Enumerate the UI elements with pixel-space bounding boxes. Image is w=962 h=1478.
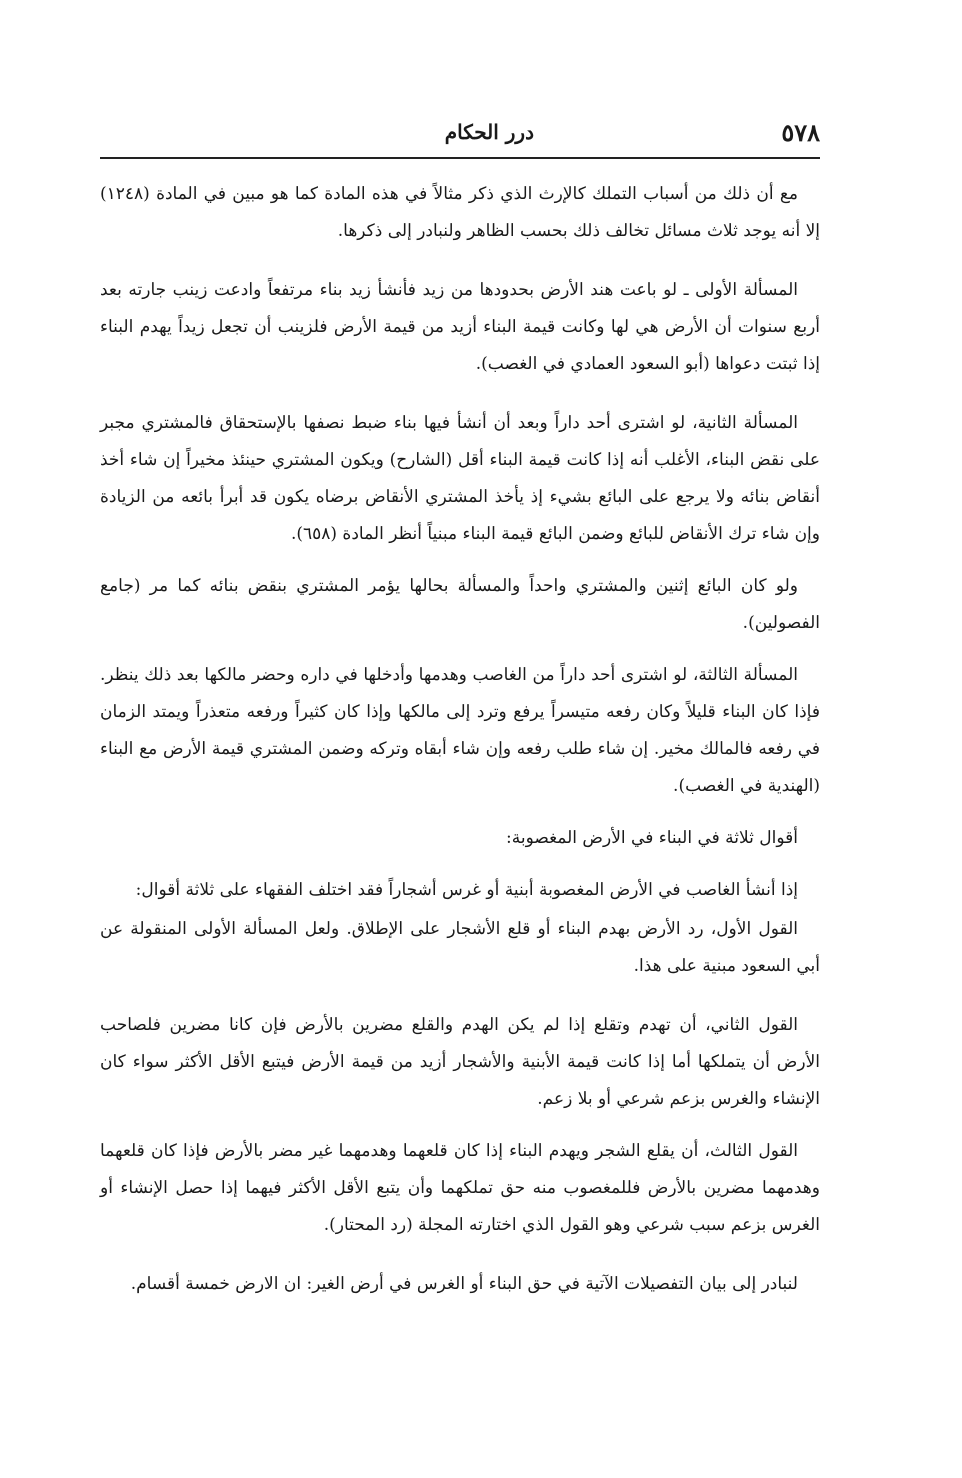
body-text [100, 176, 820, 1318]
paragraph-first-issue: المسألة الأولى ـ لو باعت هند الأرض بحدودها من زيد فأنشأ زيد بناء مرتفعاً وادعت زينب جارته بعد أربع سنوات أن الأرض هي لها وكانت قيمة البناء أزيد من قيمة الأرض فلزينب أن تجعل زيداً يهدم البناء إذا ثبتت دعواها (أبو السعود العمادي في الغصب). [100, 280, 820, 374]
paragraph-second-issue: المسألة الثانية، لو اشترى أحد داراً وبعد أن أنشأ فيها بناء ضبط نصفها بالإستحقاق فالمشتري مجبر على نقض البناء، الأغلب أنه إذا كانت قيمة البناء أقل (الشارح) ويكون المشتري حينئذ مخيراً إن شاء أخذ أنقاض بنائه ولا يرجع على البائع بشيء إذ يأخذ المشتري الأنقاض برضاه يكون قد أبرأ بائعه من الزيادة وإن شاء ترك الأنقاض للبائع وضمن البائع قيمة البناء مبنياً أنظر المادة (٦٥٨). [100, 413, 820, 544]
paragraph-details: لنبادر إلى بيان التفصيلات الآتية في حق البناء أو الغرس في أرض الغير: ان الارض خمسة أقسام. [130, 1274, 798, 1294]
book-page [100, 118, 820, 1458]
paragraph-two-sellers: ولو كان البائع إثنين والمشتري واحداً والمسألة بحالها يؤمر المشتري بنقض بنائه كما مر (جامع الفصولين). [100, 576, 820, 633]
running-title: درر الحكام [444, 120, 534, 144]
paragraph-second-opinion: القول الثاني، أن تهدم وتقلع إذا لم يكن الهدم والقلع مضرين بالأرض فإن كانا مضرين فلصاحب الأرض أن يتملكها أما إذا كانت قيمة الأبنية والأشجار أزيد من قيمة الأرض فيتبع الأقل الأكثر سواء كان الإنشاء والغرس بزعم شرعي أو بلا زعم. [100, 1015, 820, 1109]
paragraph-intro: مع أن ذلك من أسباب التملك كالإرث الذي ذكر مثالاً في هذه المادة كما هو مبين في المادة (١٢٤٨) إلا أنه يوجد ثلاث مسائل تخالف ذلك بحسب الظاهر ولنبادر إلى ذكرها. [100, 184, 820, 241]
page-number: ٥٧٨ [781, 118, 820, 147]
paragraph-third-issue: المسألة الثالثة، لو اشترى أحد داراً من الغاصب وهدمها وأدخلها في داره وحضر مالكها بعد ذلك ينظر. فإذا كان البناء قليلاً وكان رفعه متيسراً يرفع وترد إلى مالكها وإذا كان كثيراً ورفعه متعذراً ويمتد الزمان في رفعه فالمالك مخير. إن شاء طلب رفعه وإن شاء أبقاه وتركه وضمن المشتري قيمة الأرض مع البناء (الهندية في الغصب). [100, 665, 820, 796]
paragraph-three-opinions-heading: أقوال ثلاثة في البناء في الأرض المغصوبة: [506, 828, 798, 848]
paragraph-three-opinions: إذا أنشأ الغاصب في الأرض المغصوبة أبنية أو غرس أشجاراً فقد اختلف الفقهاء على ثلاثة أقوال: [135, 880, 798, 900]
page-header [100, 118, 820, 158]
paragraph-first-opinion: القول الأول، رد الأرض بهدم البناء أو قلع الأشجار على الإطلاق. ولعل المسألة الأولى المنقولة عن أبي السعود مبنية على هذا. [100, 919, 820, 976]
paragraph-third-opinion: القول الثالث، أن يقلع الشجر ويهدم البناء إذا كان قلعهما وهدمهما غير مضر بالأرض فإذا كان قلعهما وهدمهما مضرين بالأرض فللمغصوب منه حق تملكهما وأن يتبع الأقل الأكثر فيهما إذا حصل الإنشاء أو الغرس بزعم سبب شرعي وهو القول الذي اختارته المجلة (رد المحتار). [100, 1141, 820, 1235]
header-rule [100, 157, 820, 159]
